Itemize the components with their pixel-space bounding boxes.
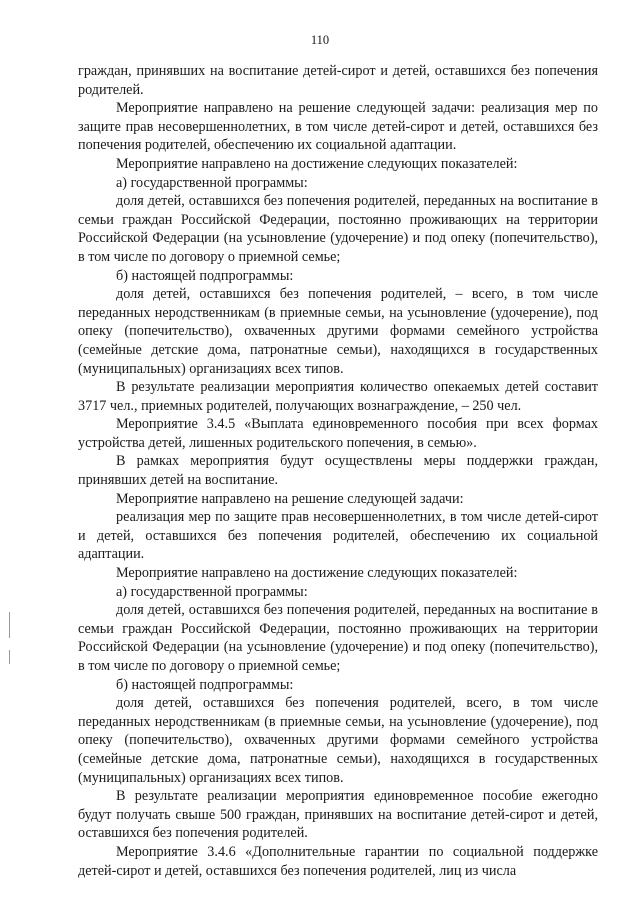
paragraph: доля детей, оставшихся без попечения родителей, переданных на воспитание в семьи граждан Российской Федерации, постоянно проживающих на территории Российской Федерации (на усыновление (удочерение) и под опеку (попечительство), в том числе по договору о приемной семье; <box>78 193 598 265</box>
document-body <box>78 62 598 880</box>
paragraph: Мероприятие 3.4.6 «Дополнительные гарантии по социальной поддержке детей-сирот и детей, оставшихся без попечения родителей, лиц из числа <box>78 843 598 879</box>
paragraph: В результате реализации мероприятия единовременное пособие ежегодно будут получать свыше 500 граждан, принявших на воспитание детей-сирот и детей, оставшихся без попечения родителей. <box>78 788 598 842</box>
paragraph: б) настоящей подпрограммы: <box>116 676 294 693</box>
paragraph: доля детей, оставшихся без попечения родителей, переданных на воспитание в семьи граждан Российской Федерации, постоянно проживающих на территории Российской Федерации (на усыновление (удочерение) и под опеку (попечительство), в том числе по договору о приемной семье; <box>78 602 598 674</box>
paragraph: доля детей, оставшихся без попечения родителей, всего, в том числе переданных неродственникам (в приемные семьи, на усыновление (удочерение), под опеку (попечительство), охваченных другими формами семейного устройства (семейные детские дома, патронатные семьи), находящихся в государственных (муниципальных) организациях всех типов. <box>78 695 598 786</box>
page-number: 110 <box>310 33 330 47</box>
paragraph: доля детей, оставшихся без попечения родителей, – всего, в том числе переданных неродственникам (в приемные семьи, на усыновление (удочерение), под опеку (попечительство), охваченных другими формами семейного устройства (семейные детские дома, патронатные семьи), находящихся в государственных (муниципальных) организациях всех типов. <box>78 286 598 377</box>
scan-edge-mark <box>9 612 10 638</box>
paragraph: В рамках мероприятия будут осуществлены меры поддержки граждан, принявших детей на воспитание. <box>78 453 598 489</box>
paragraph: Мероприятие направлено на достижение следующих показателей: <box>116 565 518 582</box>
paragraph: Мероприятие направлено на решение следующей задачи: реализация мер по защите прав несовершеннолетних, в том числе детей-сирот и детей, оставшихся без попечения родителей, обеспечению их социальной адаптации. <box>78 100 598 154</box>
paragraph: В результате реализации мероприятия количество опекаемых детей составит 3717 чел., приемных родителей, получающих вознаграждение, – 250 чел. <box>78 379 598 414</box>
paragraph: Мероприятие 3.4.5 «Выплата единовременного пособия при всех формах устройства детей, лишенных родительского попечения, в семью». <box>78 416 598 451</box>
paragraph: а) государственной программы: <box>116 174 308 191</box>
paragraph: а) государственной программы: <box>116 583 308 600</box>
continuation-paragraph: граждан, принявших на воспитание детей-сирот и детей, оставшихся без попечения родителей. <box>78 63 598 98</box>
paragraph: Мероприятие направлено на решение следующей задачи: <box>116 490 464 507</box>
scan-edge-mark <box>9 650 10 664</box>
paragraph: б) настоящей подпрограммы: <box>116 267 294 284</box>
paragraph: реализация мер по защите прав несовершеннолетних, в том числе детей-сирот и детей, оставшихся без попечения родителей, обеспечению их социальной адаптации. <box>78 509 598 563</box>
paragraph: Мероприятие направлено на достижение следующих показателей: <box>116 155 518 172</box>
